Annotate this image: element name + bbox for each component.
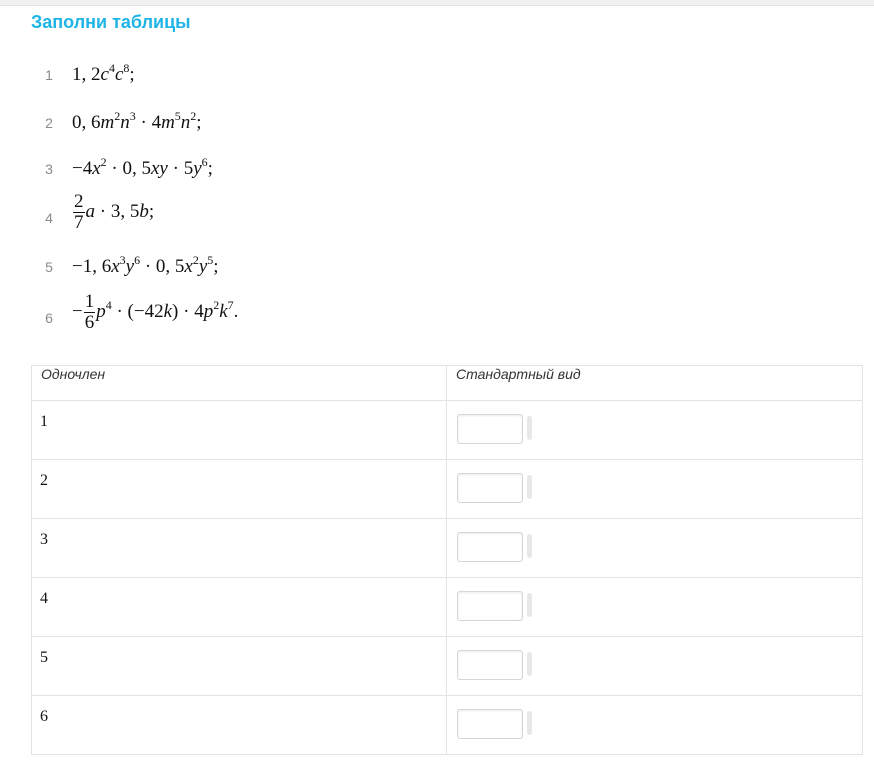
fraction: $\frac{1}{6}$ [84, 291, 95, 333]
task-number: 6 [45, 310, 53, 326]
fraction: $\frac{2}{7}$ [74, 191, 84, 233]
row-number-cell [32, 401, 447, 460]
row-number: 2 [40, 472, 48, 489]
resize-handle[interactable] [527, 711, 532, 735]
answer-box [457, 414, 862, 446]
table-row [32, 460, 863, 519]
row-number-cell [32, 696, 447, 755]
task-item-1 [0, 62, 500, 102]
table-row [32, 696, 863, 755]
row-number: 3 [40, 531, 48, 548]
table-row [32, 401, 863, 460]
resize-handle[interactable] [527, 534, 532, 558]
table-row [32, 519, 863, 578]
task-item-6 [0, 292, 500, 332]
answer-input-1[interactable] [457, 414, 523, 444]
task-expression: 0, $6m^2n^3 \cdot 4m^5n^2$; [72, 109, 202, 133]
answer-box [457, 591, 862, 623]
task-expression: − $\frac{1}{6}$ $p^4 \cdot (-42k) \cdot 4p^2k^7$. [72, 291, 239, 333]
answer-input-3[interactable] [457, 532, 523, 562]
task-item-5 [0, 254, 500, 294]
row-number: 1 [40, 413, 48, 430]
row-number: 4 [40, 590, 48, 607]
row-number: 5 [40, 649, 48, 666]
answer-cell [447, 696, 863, 755]
answer-cell [447, 460, 863, 519]
answer-cell [447, 578, 863, 637]
answer-box [457, 650, 862, 682]
row-number-cell [32, 460, 447, 519]
task-item-3 [0, 156, 500, 196]
answer-cell [447, 401, 863, 460]
table-header-row [32, 366, 863, 401]
row-number-cell [32, 637, 447, 696]
answer-box [457, 709, 862, 741]
answer-table [31, 365, 863, 755]
task-item-2 [0, 110, 500, 150]
row-number-cell [32, 578, 447, 637]
task-expression: $-4x^2 \cdot 0$, $5xy \cdot 5y^6$; [72, 155, 213, 179]
task-item-4 [0, 192, 500, 232]
task-number: 2 [45, 115, 53, 131]
task-number: 4 [45, 210, 53, 226]
page-title: Заполни таблицы [31, 12, 191, 32]
table-row [32, 578, 863, 637]
column-header-standard-form: Стандартный вид [447, 366, 863, 401]
row-number-cell [32, 519, 447, 578]
resize-handle[interactable] [527, 416, 532, 440]
resize-handle[interactable] [527, 593, 532, 617]
top-border-strip [0, 0, 874, 6]
answer-box [457, 532, 862, 564]
answer-input-6[interactable] [457, 709, 523, 739]
resize-handle[interactable] [527, 475, 532, 499]
answer-cell [447, 519, 863, 578]
row-number: 6 [40, 708, 48, 725]
task-expression: 1, $2c^4c^8$; [72, 61, 135, 85]
resize-handle[interactable] [527, 652, 532, 676]
task-expression: −1, $6x^3y^6 \cdot 0$, $5x^2y^5$; [72, 253, 219, 277]
answer-box [457, 473, 862, 505]
task-number: 5 [45, 259, 53, 275]
task-expression: $\frac{2}{7}$ a · 3, 5b; [74, 191, 155, 233]
table-row [32, 637, 863, 696]
task-number: 3 [45, 161, 53, 177]
answer-input-4[interactable] [457, 591, 523, 621]
answer-input-5[interactable] [457, 650, 523, 680]
task-number: 1 [45, 67, 53, 83]
column-header-monomial: Одночлен [32, 366, 447, 401]
answer-input-2[interactable] [457, 473, 523, 503]
answer-cell [447, 637, 863, 696]
